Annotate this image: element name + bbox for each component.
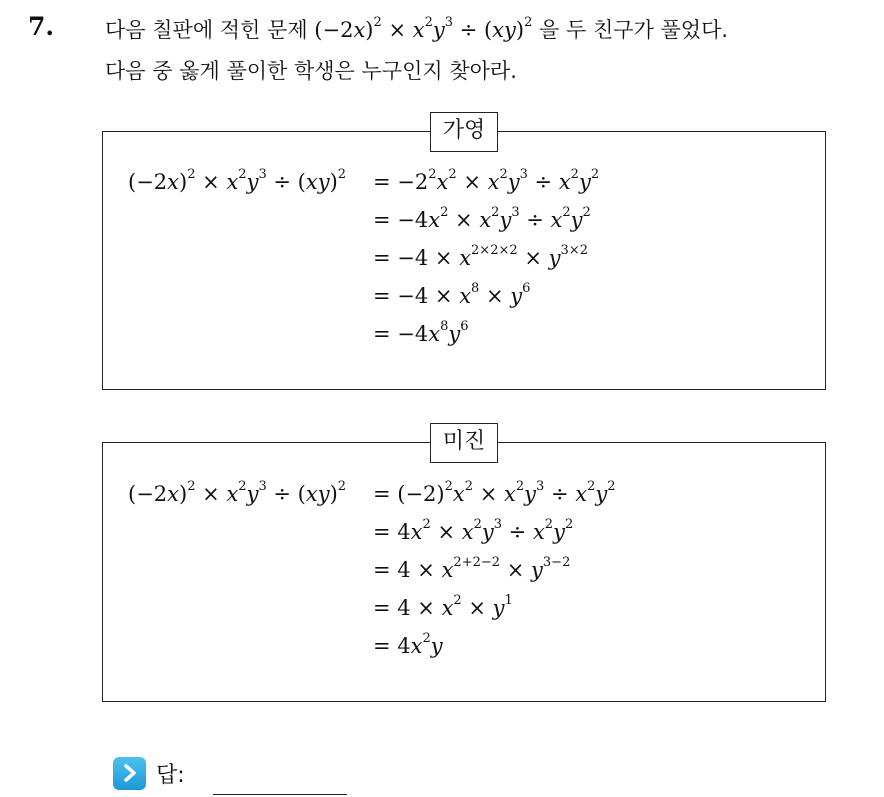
equation-step: = $4x^2y$ [373, 630, 443, 658]
equation-step: = $-4 \times x^8 \times y^6$ [373, 280, 531, 308]
equation-step: = $-4 \times x^{2\times 2\times 2} \times y^{3\times 2}$ [373, 242, 588, 270]
equation-step: = $-2^2x^2 \times x^2y^3 \div x^2y^2$ [373, 166, 600, 194]
question-text [105, 10, 875, 92]
answer-row [113, 755, 185, 791]
equation-step: = $(-2)^2x^2 \times x^2y^3 \div x^2y^2$ [373, 478, 616, 506]
student-name-tag: 가영 [430, 112, 498, 152]
question-line2: 다음 중 옳게 풀이한 학생은 누구인지 찾아라. [105, 59, 517, 83]
equation-step: = $4x^2 \times x^2y^3 \div x^2y^2$ [373, 516, 574, 544]
answer-label: 답: [156, 762, 185, 788]
question-number: 7. [28, 12, 55, 41]
student-name-tag: 미진 [430, 423, 498, 463]
equation-step: = $-4x^2 \times x^2y^3 \div x^2y^2$ [373, 204, 591, 232]
question-line1-before: 다음 칠판에 적힌 문제 [105, 18, 308, 42]
equation-lhs: $(-2x)^2 \times x^2y^3 \div (xy)^2$ [128, 478, 347, 506]
problem-expression: $(-2x)^2 \times x^2y^3 \div (xy)^2$ [314, 14, 533, 42]
equation-step: = $4 \times x^2 \times y^1$ [373, 592, 513, 620]
equation-lhs: $(-2x)^2 \times x^2y^3 \div (xy)^2$ [128, 166, 347, 194]
question-line1-after: 을 두 친구가 풀었다. [539, 18, 729, 42]
chevron-right-icon [113, 757, 146, 790]
answer-blank[interactable] [213, 794, 347, 795]
equation-step: = $-4x^8y^6$ [373, 318, 469, 346]
equation-step: = $4 \times x^{2+2-2} \times y^{3-2}$ [373, 554, 571, 582]
